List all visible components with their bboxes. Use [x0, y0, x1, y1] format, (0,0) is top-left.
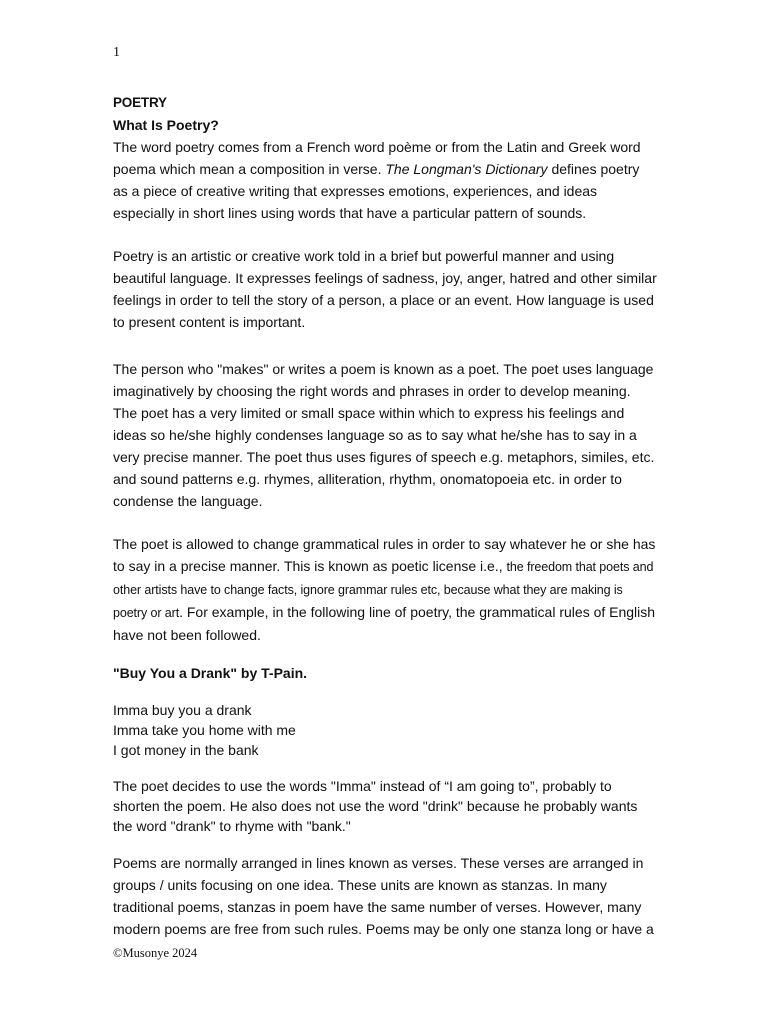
- poetic-license-text-2: . For example, in the following line of poetry, the grammatical rules of English have not been followed.: [113, 604, 656, 643]
- paragraph-definition-text-2: defines poetry as a piece of creative writing that expresses emotions, experiences, and ideas especially in short lines using words that have a particular pattern of sounds.: [113, 161, 640, 221]
- poem-title: "Buy You a Drank" by T-Pain.: [113, 665, 308, 681]
- paragraph-analysis: The poet decides to use the words "Imma" instead of “I am going to”, probably to shorten the poem. He also does not use the word "drink" because he probably wants the word "drank" to rhyme with "bank.": [113, 778, 638, 834]
- paragraph-definition: [113, 136, 658, 224]
- section-heading: What Is Poetry?: [113, 117, 219, 133]
- poem-lines: [113, 700, 658, 760]
- paragraph-poetic-license: [113, 533, 658, 646]
- paragraph-verses: Poems are normally arranged in lines known as verses. These verses are arranged in groups / units focusing on one idea. These units are known as stanzas. In many traditional poems, stanzas in poem have the same number of verses. However, many modern poems are free from such rules. Poems may be only one stanza long or have a: [113, 855, 654, 937]
- dictionary-title: The Longman's Dictionary: [385, 161, 548, 177]
- poem-line: I got money in the bank: [113, 742, 259, 758]
- document-body: [113, 92, 658, 940]
- poem-line: Imma take you home with me: [113, 722, 296, 738]
- paragraph-artistic-work: Poetry is an artistic or creative work told in a brief but powerful manner and using beautiful language. It expresses feelings of sadness, joy, anger, hatred and other similar feelings in order to tell the story of a person, a place or an event. How language is used to present content is important.: [113, 248, 657, 330]
- page-number: 1: [113, 45, 120, 60]
- poetic-license-text-1: The poet is allowed to change grammatical rules in order to say whatever he or she has to say in a precise manner. This is known as poetic license i.e.,: [113, 536, 656, 574]
- poetic-license-definition: the freedom that poets and other artists have to change facts, ignore grammar rules etc, because what they are making is poetry or art: [113, 560, 654, 620]
- paragraph-poet: The person who "makes" or writes a poem is known as a poet. The poet uses language imaginatively by choosing the right words and phrases in order to develop meaning. The poet has a very limited or small space within which to express his feelings and ideas so he/she highly condenses language so as to say what he/she has to say in a very precise manner. The poet thus uses figures of speech e.g. metaphors, similes, etc. and sound patterns e.g. rhymes, alliteration, rhythm, onomatopoeia etc. in order to condense the language.: [113, 361, 655, 509]
- poem-line: Imma buy you a drank: [113, 702, 252, 718]
- document-heading: POETRY: [113, 95, 167, 110]
- paragraph-definition-text-1: The word poetry comes from a French word poème or from the Latin and Greek word poema which mean a composition in verse.: [113, 139, 641, 177]
- copyright-footer: ©Musonye 2024: [113, 946, 198, 960]
